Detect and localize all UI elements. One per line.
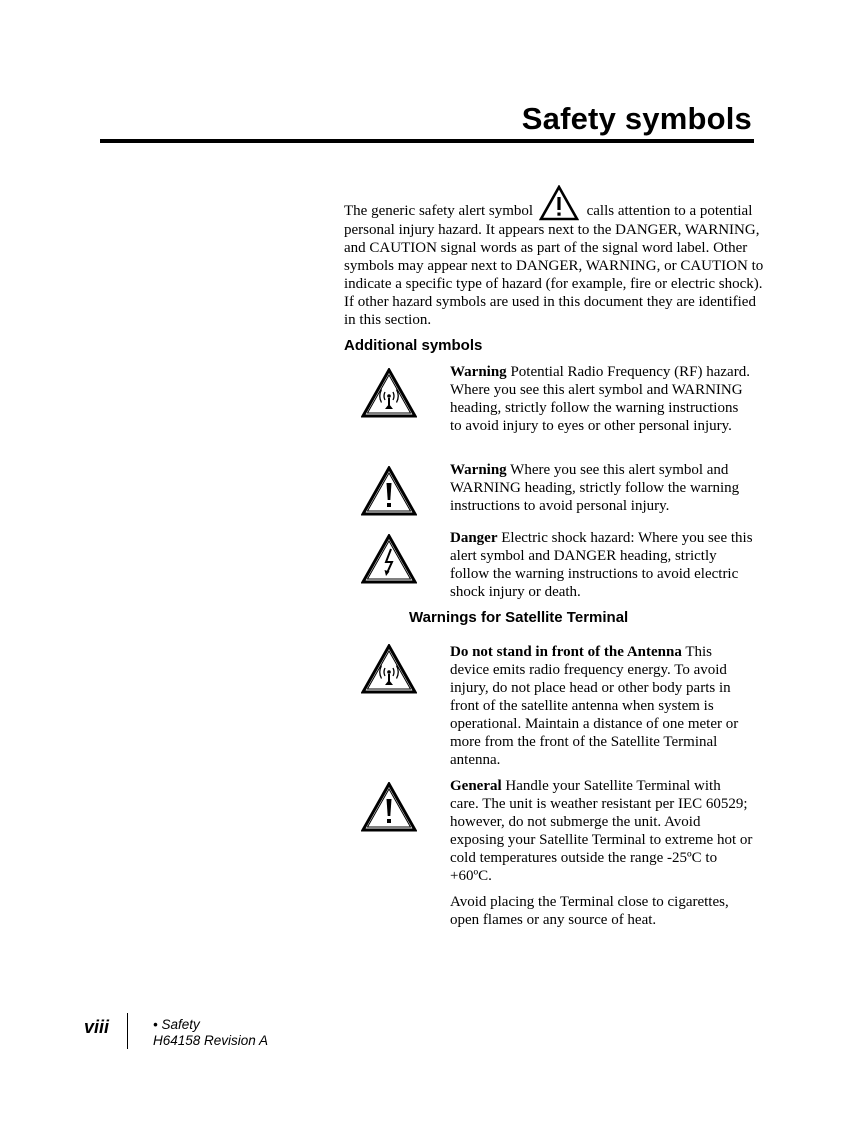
additional-symbols-heading: Additional symbols: [344, 337, 483, 354]
page-title: Safety symbols: [521, 101, 752, 136]
rf-warning-paragraph: [450, 363, 753, 435]
handling-warning-label: General: [450, 778, 502, 794]
footer-section: • Safety: [153, 1017, 200, 1032]
general-warning-paragraph: [450, 461, 753, 515]
handling-warning-paragraph: [450, 777, 753, 885]
title-rule: [100, 139, 754, 143]
exclamation-warning-icon: [361, 466, 417, 516]
warning-triangle-icon: [539, 185, 579, 221]
general-warning-label: Warning: [450, 462, 507, 478]
handling-warning-text: Handle your Satellite Terminal with care. The unit is weather resistant per IEC 60529; however, do not submerge the unit. Avoid exposing your Satellite Terminal to extreme hot or cold temperatures outside the range -25ºC to +60ºC.: [450, 778, 753, 884]
electric-shock-text: Electric shock hazard: Where you see this alert symbol and DANGER heading, strictly follow the warning instructions to avoid electric shock injury or death.: [450, 530, 753, 600]
electric-shock-label: Danger: [450, 530, 498, 546]
rf-hazard-icon: [361, 368, 417, 418]
page-number: viii: [84, 1017, 110, 1037]
satellite-warnings-heading: Warnings for Satellite Terminal: [409, 609, 629, 626]
general-warning-text: Where you see this alert symbol and WARNING heading, strictly follow the warning instructions to avoid personal injury.: [450, 462, 740, 514]
footer-doc-revision: H64158 Revision A: [153, 1033, 269, 1048]
electric-shock-paragraph: [450, 529, 753, 601]
intro-paragraph: [344, 185, 764, 329]
antenna-warning-paragraph: [450, 643, 753, 769]
antenna-rf-hazard-icon: [361, 644, 417, 694]
antenna-warning-text: This device emits radio frequency energy. To avoid injury, do not place head or other body parts in front of the satellite antenna when system is operational. Maintain a distance of one meter or more from the front of the Satellite Terminal antenna.: [450, 644, 739, 768]
rf-warning-label: Warning: [450, 364, 507, 380]
intro-text-start: The generic safety alert symbol: [344, 203, 534, 219]
rf-warning-text: Potential Radio Frequency (RF) hazard. Where you see this alert symbol and WARNING heading, strictly follow the warning instructions to avoid injury to eyes or other personal injury.: [450, 364, 750, 434]
antenna-warning-label: Do not stand in front of the Antenna: [450, 644, 682, 660]
general-exclamation-icon: [361, 782, 417, 832]
footer-separator: [127, 1013, 128, 1049]
footer-meta: [153, 1017, 268, 1049]
electric-shock-icon: [361, 534, 417, 584]
heat-warning-paragraph: Avoid placing the Terminal close to cigarettes, open flames or any source of heat.: [450, 894, 729, 928]
intro-text-rest: calls attention to a potential personal injury hazard. It appears next to the DANGER, WARNING, and CAUTION signal words as part of the signal word label. Other symbols may appear next to DANGER, WARNING, or CAUTION to indicate a specific type of hazard (for example, fire or electric shock). If other hazard symbols are used in this document they are identified in this section.: [344, 203, 764, 328]
